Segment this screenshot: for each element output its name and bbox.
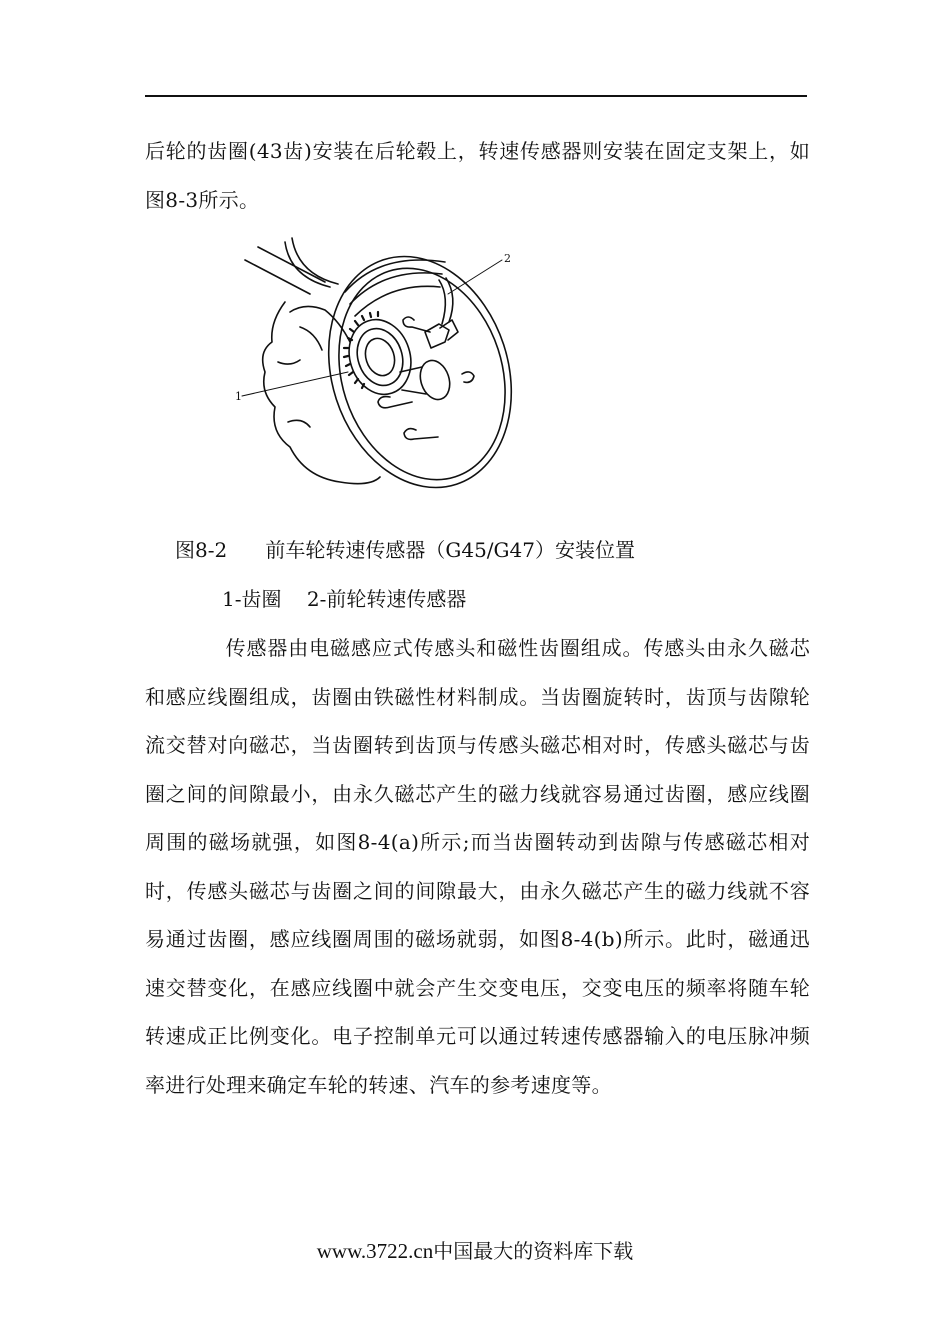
footer-text: 中国最大的资料库下载 bbox=[433, 1239, 634, 1263]
figure-legend bbox=[222, 584, 466, 614]
header-rule bbox=[145, 95, 807, 97]
paragraph-sensor-description bbox=[145, 624, 810, 1109]
paragraph-sensor-text: 传感器由电磁感应式传感头和磁性齿圈组成。传感头由永久磁芯和感应线圈组成，齿圈由铁磁性材料制成。当齿圈旋转时，齿顶与齿隙轮流交替对向磁芯，当齿圈转到齿顶与传感头磁芯相对时，传感头磁芯与齿圈之间的间隙最小，由永久磁芯产生的磁力线就容易通过齿圈，感应线圈周围的磁场就强，如图8-4(a)所示;而当齿圈转动到齿隙与传感磁芯相对时，传感头磁芯与齿圈之间的间隙最大，由永久磁芯产生的磁力线就不容易通过齿圈，感应线圈周围的磁场就弱，如图8-4(b)所示。此时，磁通迅速交替变化，在感应线圈中就会产生交变电压，交变电压的频率将随车轮转速成正比例变化。电子控制单元可以通过转速传感器输入的电压脉冲频率进行处理来确定车轮的转速、汽车的参考速度等。 bbox=[145, 636, 810, 1097]
paragraph-rear-wheel: 后轮的齿圈(43齿)安装在后轮毂上，转速传感器则安装在固定支架上，如图8-3所示。 bbox=[145, 139, 810, 212]
figure-label-2: 2 bbox=[504, 252, 511, 265]
caption-number: 图8-2 bbox=[175, 538, 228, 562]
page-footer bbox=[0, 1236, 950, 1266]
legend-item-2: 2-前轮转速传感器 bbox=[306, 587, 467, 611]
figure-wheel-speed-sensor bbox=[230, 232, 530, 502]
legend-item-1: 1-齿圈 bbox=[222, 587, 282, 611]
wheel-sensor-illustration bbox=[230, 232, 530, 502]
caption-title: 前车轮转速传感器（G45/G47）安装位置 bbox=[265, 538, 635, 562]
figure-caption bbox=[175, 535, 635, 565]
footer-link[interactable]: www.3722.cn bbox=[316, 1239, 434, 1263]
figure-label-1: 1 bbox=[235, 390, 242, 403]
